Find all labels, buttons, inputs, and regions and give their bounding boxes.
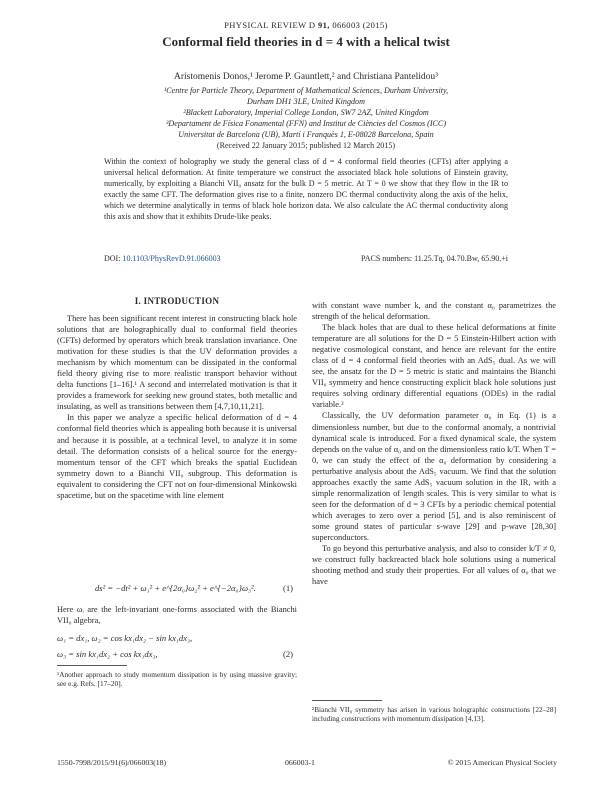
received-dates: (Received 22 January 2015; published 12 March 2015) — [216, 141, 396, 150]
affiliation-1b: Durham DH1 3LE, United Kingdom — [247, 97, 365, 106]
doi-label: DOI: — [104, 254, 121, 263]
paper-title: Conformal field theories in d = 4 with a helical twist — [162, 34, 450, 49]
issn: 1550-7998/2015/91(6)/066003(18) — [57, 758, 167, 767]
paragraph: There has been significant recent interest in constructing black hole solutions that are holographically dual to conformal field theories (CFTs) deformed by operators which break translation invariance. One motivation for these studies is that the UV deformation provides a mechanism by which momentum can be dissipated in the conformal field theory giving rise to more realistic transport behavior without delta functions [1–16].¹ A second and interrelated motivation is that it provides a framework for seeking new ground states, both metallic and insulating, as well as transitions between them [4,7,10,11,21]. — [57, 314, 297, 412]
paragraph: In this paper we analyze a specific helical deformation of d = 4 conformal field theories which is appealing both because it is universal and because it is possible, at a technical level, to analyze it in some detail. The deformation consists of a helical source for the energy-momentum tensor of the CFT which breaks the spatial Euclidean symmetry down to a Bianchi VII₀ subgroup. This deformation is equivalent to considering the CFT not on four-dimensional Minkowski spacetime, but on the spacetime with line element — [57, 413, 297, 500]
section-heading: I. INTRODUCTION — [134, 296, 220, 306]
affiliation-1a: ¹Centre for Particle Theory, Department of Mathematical Sciences, Durham University, — [163, 86, 449, 95]
equation-1: ds² = −dt² + ω₁² + e^{2α₀}ω₂² + e^{−2α₀}ω₃². — [95, 583, 256, 593]
page-number: 066003-1 — [285, 758, 315, 767]
journal-header — [0, 20, 612, 30]
journal-name: PHYSICAL REVIEW D — [224, 20, 316, 30]
author-list: Aristomenis Donos,¹ Jerome P. Gauntlett,² and Christiana Pantelidou³ — [174, 72, 438, 82]
equation-2-line-1: ω₁ = dx₁, ω₂ = cos kx₁dx₂ − sin kx₁dx₃, — [57, 633, 193, 643]
equation-1-number: (1) — [283, 583, 294, 593]
abstract: Within the context of holography we study the general class of d = 4 conformal field theories (CFTs) after applying a universal helical deformation. At finite temperature we construct the associated black hole solutions of Einstein gravity, numerically, by exploiting a Bianchi VII₀ ansatz for the bulk D = 5 metric. At T = 0 we show that they flow in the IR to exactly the same CFT. The deformation gives rise to a finite, nonzero DC thermal conductivity along the axis of the helix, which we determine analytically in terms of black hole horizon data. We also calculate the AC thermal conductivity along this axis and show that it exhibits Drude-like peaks. — [104, 157, 508, 222]
article-number: 066003 (2015) — [332, 20, 388, 30]
equation-2-line-2: ω₃ = sin kx₁dx₂ + cos kx₁dx₃, — [57, 649, 158, 659]
paragraph: with constant wave number k, and the constant α₀ parametrizes the strength of the helical deformation. — [312, 301, 556, 322]
paragraph: Classically, the UV deformation parameter α₀ in Eq. (1) is a dimensionless number, but due to the conformal anomaly, a nontrivial dynamical scale is introduced. For a fixed dynamical scale, the system depends on the value of α₀ and on the dimensionless ratio k/T. When T = 0, we can study the effect of the α₀ deformation by considering a perturbative analysis about the AdS₅ vacuum. We find that the solution approaches exactly the same AdS₅ vacuum solution in the IR, with a simple renormalization of length scales. This is very similar to what is seen for the deformation of d = 3 CFTs by a periodic chemical potential which averages to zero over a period [5], and is also reminiscent of some ground states of particular s-wave [29] and p-wave [28,30] superconductors. — [312, 411, 556, 542]
footnote-divider — [57, 665, 127, 666]
affiliation-3b: Universitat de Barcelona (UB), Martí i Franquès 1, E-08028 Barcelona, Spain — [178, 130, 434, 139]
doi-pacs-line — [104, 254, 508, 263]
between-equations-text — [57, 604, 297, 626]
footnote-1: ¹Another approach to study momentum dissipation is by using massive gravity; see e.g. Refs. [17–20]. — [57, 670, 297, 689]
left-column — [57, 313, 297, 501]
equation-2-number: (2) — [283, 649, 294, 659]
footnote-2: ²Bianchi VII₀ symmetry has arisen in various holographic constructions [22–28] including constructions with momentum dissipation [4,13]. — [312, 705, 556, 724]
paragraph: Here ωᵢ are the left-invariant one-forms associated with the Bianchi VII₀ algebra, — [57, 605, 297, 626]
affiliation-3a: ³Departament de Física Fonamental (FFN) and Institut de Ciències del Cosmos (ICC) — [165, 119, 447, 128]
right-column — [312, 300, 556, 587]
journal-volume: 91, — [318, 20, 330, 30]
paragraph: The black holes that are dual to these helical deformations at finite temperature are all solutions for the D = 5 Einstein-Hilbert action with negative cosmological constant, and hence are relevant for the entire class of d = 4 conformal field theories with an AdS₅ dual. As we will see, the ansatz for the D = 5 metric is static and maintains the Bianchi VII₀ symmetry and hence constructing explicit black hole solutions just requires solving ordinary differential equations (ODEs) in the radial variable.² — [312, 323, 556, 410]
doi-link[interactable]: 10.1103/PhysRevD.91.066003 — [122, 254, 221, 263]
footnote-divider — [312, 700, 382, 701]
paragraph: To go beyond this perturbative analysis, and also to consider k/T ≠ 0, we construct fully backreacted black hole solutions using a numerical shooting method and study their properties. For all values of α₀ that we have — [312, 544, 556, 587]
affiliation-2: ²Blackett Laboratory, Imperial College London, SW7 2AZ, United Kingdom — [183, 108, 429, 117]
copyright: © 2015 American Physical Society — [447, 758, 557, 767]
pacs-numbers: PACS numbers: 11.25.Tq, 04.70.Bw, 65.90.+i — [361, 254, 508, 263]
